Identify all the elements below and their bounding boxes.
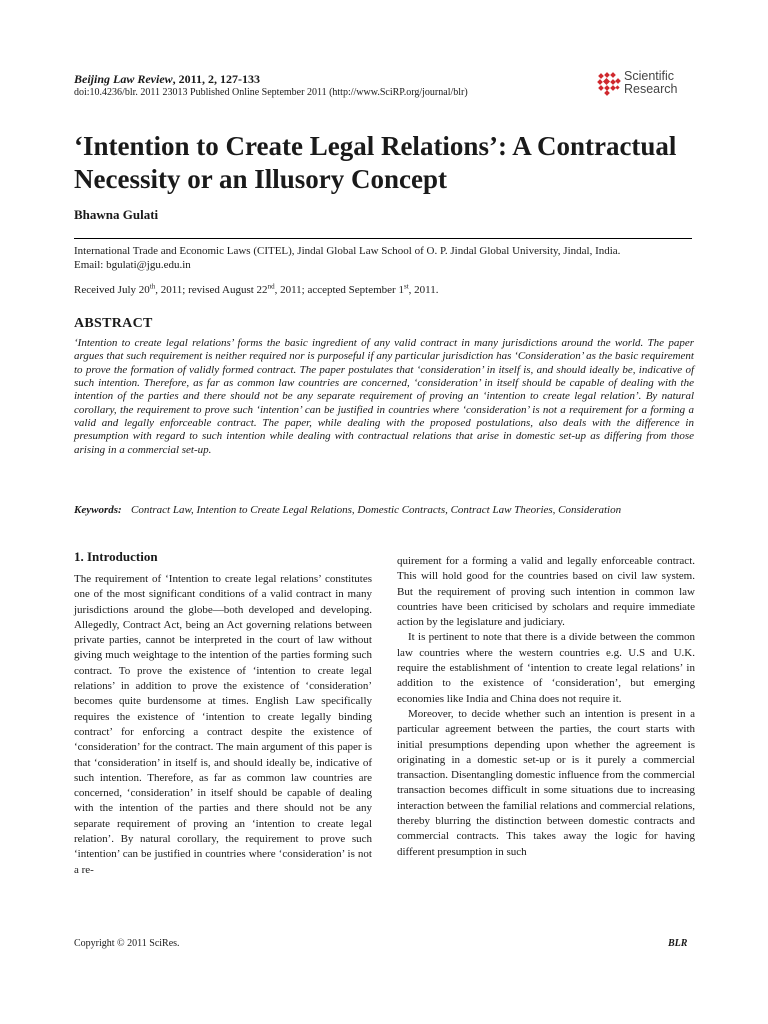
doi-line: doi:10.4236/blr. 2011 23013 Published Online September 2011 (http://www.SciRP.org/journal/blr) [74,87,468,98]
received-date-ordinal: th [149,282,156,291]
logo-text [624,70,678,96]
copyright-notice: Copyright © 2011 SciRes. [74,938,180,949]
abstract-text: ‘Intention to create legal relations’ forms the basic ingredient of any valid contract in many jurisdictions around the world. The paper argues that such requirement is neither required nor is purposeful if any particular jurisdiction has ‘Consideration’ as the basic requirement to prove the formation of validly formed contract. The paper postulates that ‘consideration’ in itself is, and should ideally be, indicative of such intention. Therefore, as far as common law countries are concerned, ‘consideration’ in itself should be capable of dealing with the intention of the parties and there should not be any separate requirement of proving an ‘intention to create legal relation’. By natural corollary, the requirement to prove such ‘intention’ can be justified in countries where ‘consideration’ is not a requirement for a forming a valid and legally enforceable contract. The paper, while dealing with the proposed postulations, also deals with the difference in presumption with regard to such intention while dealing with contractual relations that arise in domestic set-up as differing from those arising in a commercial set-up. [74,337,694,456]
accepted-date: , 2011; accepted September 1 [274,284,404,296]
body-paragraph: The requirement of ‘Intention to create legal relations’ constitutes one of the most significant conditions of a valid contract in many jurisdictions around the globe—both developed and developing. Allegedly, Contract Act, being an Act governing relations between private parties, cannot be interpreted in the court of law without giving much weightage to the intention of the parties forming such contract. To prove the existence of ‘intention to create legal relations’ in addition to prove the existence of ‘consideration’ becomes quite burdensome at times. English Law specifically requires the existence of ‘intention to create legally binding contract’ for enforcing a contract despite the existence of ‘consideration’ for the contract. The main argument of this paper is that ‘consideration’ in itself is, and should ideally be, indicative of such intention. Therefore, as far as common law countries are concerned, ‘consideration’ in itself should be capable of dealing with the intention of the parties and there should not be any separate requirement of proving an ‘intention to create legal relation’. By natural corollary, the requirement to prove such ‘intention’ can be justified in countries where ‘consideration’ is not a re- [74,573,372,876]
journal-citation [74,72,260,87]
header-divider [74,238,692,239]
publisher-logo [596,69,706,103]
received-dates [74,283,438,297]
body-paragraph: Moreover, to decide whether such an intention is present in a particular agreement between the parties, the court starts with initial presumptions depending upon whether the agreement is originating in a domestic set-up or is it purely a commercial transaction. Disentangling domestic influence from the commercial transaction becomes difficult in some situations due to increasing interaction between the familial relations and commercial relations, thereby blurring the distinction between domestic contracts and commercial contracts. This takes away the logic for having different presumption in such [397,707,695,858]
received-date: Received July 20 [74,284,150,296]
accepted-date-ordinal: st [403,282,409,291]
body-paragraph: It is pertinent to note that there is a divide between the common law countries where the western countries e.g. U.S and U.K. require the establishment of ‘intention to create legal relations’ in addition to the existence of ‘consideration’, but emerging economies like India and China does not require it. [397,631,695,705]
body-paragraph: quirement for a forming a valid and legally enforceable contract. This will hold good for the countries based on civil law system. But the requirement of proving such intention in common law countries have been criticised by scholars and require immediate action by the legislature and judiciary. [397,555,695,629]
scientific-research-logo-icon [596,71,622,97]
revised-date-ordinal: nd [267,282,275,291]
keywords-label: Keywords: [74,504,122,516]
body-column-left [74,549,372,878]
affiliation: International Trade and Economic Laws (CITEL), Jindal Global Law School of O. P. Jindal Global University, Jindal, India. [74,245,621,257]
keywords-list: Contract Law, Intention to Create Legal Relations, Domestic Contracts, Contract Law Theories, Consideration [131,504,622,516]
author-email: Email: bgulati@jgu.edu.in [74,259,191,271]
affiliation-block [74,244,704,272]
author-name: Bhawna Gulati [74,207,159,222]
revised-date: , 2011; revised August 22 [155,284,268,296]
body-column-right [397,554,695,860]
section-heading: 1. Introduction [74,549,158,564]
journal-volume: , 2011, 2, 127-133 [172,72,261,86]
journal-abbreviation: BLR [668,938,688,949]
abstract-heading: ABSTRACT [74,316,153,331]
logo-line-1: Scientific [624,69,675,83]
received-dates-suffix: , 2011. [408,284,439,296]
logo-line-2: Research [624,82,678,96]
article-title: ‘Intention to Create Legal Relations’: A Contractual Necessity or an Illusory Concept [74,131,677,194]
journal-name: Beijing Law Review [74,72,173,86]
